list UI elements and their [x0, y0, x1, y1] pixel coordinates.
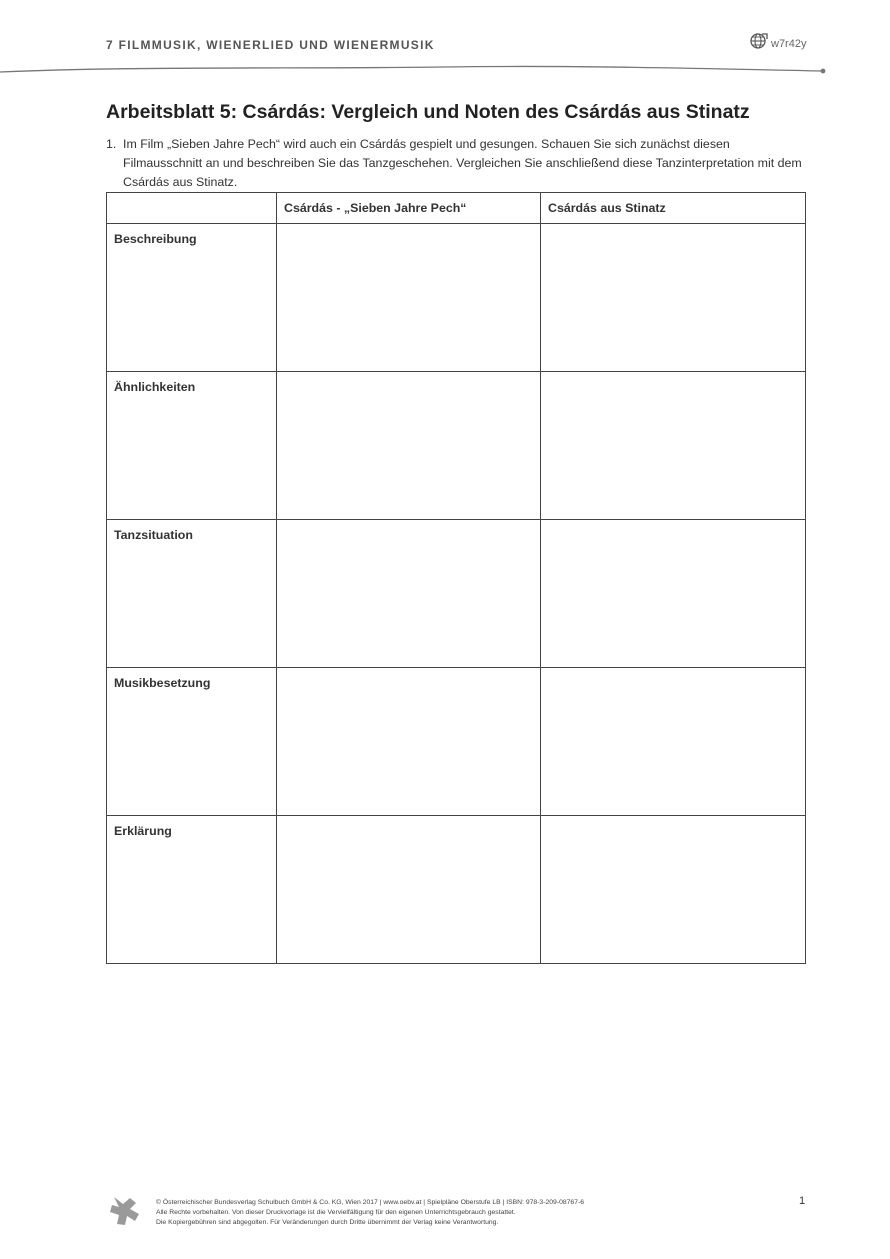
footer-line-3: Die Kopiergebühren sind abgegolten. Für Veränderungen durch Dritte übernimmt der Verlag keine Verantwortung. [156, 1219, 499, 1226]
table-row [107, 520, 806, 668]
header-divider [0, 62, 890, 78]
table-row [107, 372, 806, 520]
answer-cell[interactable] [541, 372, 806, 520]
comparison-table [106, 192, 806, 964]
worksheet-title: Arbeitsblatt 5: Csárdás: Vergleich und Noten des Csárdás aus Stinatz [106, 101, 750, 123]
answer-cell[interactable] [277, 816, 541, 964]
footer-line-1: © Österreichischer Bundesverlag Schulbuch GmbH & Co. KG, Wien 2017 | www.oebv.at | Spielpläne Oberstufe LB | ISBN: 978-3-209-08767-6 [156, 1199, 585, 1206]
row-label-tanzsituation: Tanzsituation [107, 520, 277, 668]
footer-line-2: Alle Rechte vorbehalten. Von dieser Druckvorlage ist die Vervielfältigung für den eigenen Unterrichtsgebrauch gestattet. [156, 1209, 516, 1216]
publisher-logo-icon [108, 1195, 142, 1227]
task-instruction [106, 135, 806, 192]
answer-cell[interactable] [541, 224, 806, 372]
row-label-musikbesetzung: Musikbesetzung [107, 668, 277, 816]
answer-cell[interactable] [541, 520, 806, 668]
page-number: 1 [799, 1195, 806, 1207]
globe-link-icon [750, 32, 768, 50]
answer-cell[interactable] [277, 520, 541, 668]
answer-cell[interactable] [277, 668, 541, 816]
task-number: 1. [106, 137, 117, 151]
task-text: Im Film „Sieben Jahre Pech“ wird auch ein Csárdás gespielt und gesungen. Schauen Sie sich zunächst diesen Filmausschnitt an und beschreiben Sie das Tanzgeschehen. Vergleichen Sie anschließend diese Tanzinterpretation mit dem Csárdás aus Stinatz. [123, 137, 802, 189]
header-code-text: w7r42y [771, 38, 807, 50]
answer-cell[interactable] [541, 668, 806, 816]
answer-cell[interactable] [541, 816, 806, 964]
row-label-erklaerung: Erklärung [107, 816, 277, 964]
answer-cell[interactable] [277, 224, 541, 372]
header-code[interactable] [750, 32, 806, 50]
footer-copyright [156, 1198, 584, 1228]
column-header-sieben-jahre-pech: Csárdás - „Sieben Jahre Pech“ [277, 193, 541, 224]
row-label-beschreibung: Beschreibung [107, 224, 277, 372]
header-chapter: 7 FILMMUSIK, WIENERLIED UND WIENERMUSIK [106, 38, 435, 52]
table-row [107, 668, 806, 816]
table-row [107, 816, 806, 964]
answer-cell[interactable] [277, 372, 541, 520]
table-corner-cell [107, 193, 277, 224]
table-header-row [107, 193, 806, 224]
table-row [107, 224, 806, 372]
column-header-stinatz: Csárdás aus Stinatz [541, 193, 806, 224]
row-label-aehnlichkeiten: Ähnlichkeiten [107, 372, 277, 520]
